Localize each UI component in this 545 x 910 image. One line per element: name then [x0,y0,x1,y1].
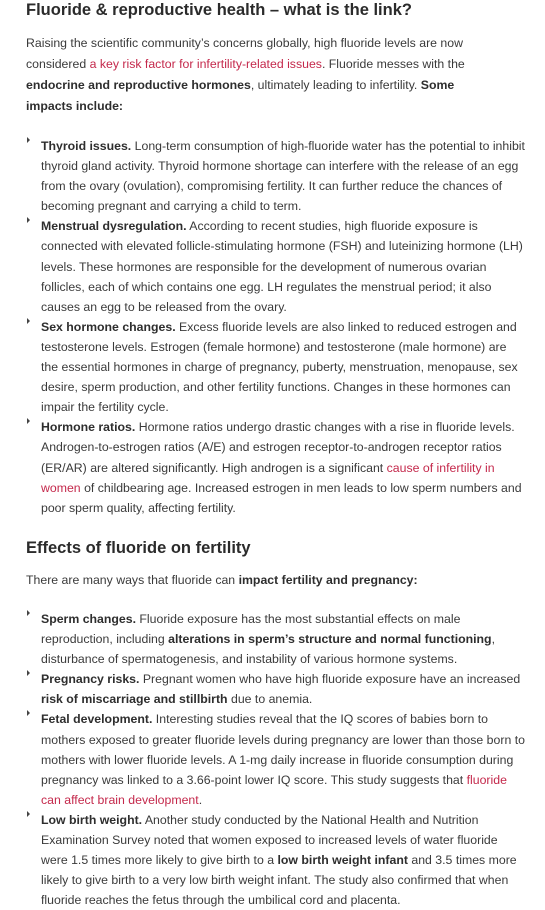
intro-paragraph [26,570,516,591]
link-cause-of-infertility-in-women[interactable]: cause of infertility in women [41,460,495,495]
bold-text: low birth weight infant [277,853,408,868]
bullet-icon [27,670,30,676]
item-title: Sperm changes. [41,612,136,626]
bullet-icon [27,811,30,817]
section-heading-fluoride-reproductive-health: Fluoride & reproductive health – what is the link? [26,1,412,19]
bold-text: alterations in sperm’s structure and normal functioning [168,632,492,647]
item-text: due to anemia. [227,692,313,707]
item-title: Menstrual dysregulation. [41,219,187,234]
list-item-hormone-ratios [26,417,526,517]
list-item-sex-hormone-changes [26,317,526,417]
intro-paragraph [26,33,496,117]
bullet-icon [27,610,30,616]
item-text: of childbearing age. Increased estrogen in men leads to low sperm numbers and poor sperm quality, affecting fertility. [41,480,522,515]
bullet-icon [27,318,30,324]
link-infertility-risk-factor[interactable]: a key risk factor for infertility-related issues [89,57,322,71]
link-brain-development[interactable]: fluoride can affect brain development [41,772,507,807]
list-item-sperm-changes [26,609,526,669]
list-item-pregnancy-risks [26,669,526,709]
bullet-icon [27,137,30,143]
bold-text: endocrine and reproductive hormones [26,78,251,92]
list-item-thyroid-issues [26,136,526,216]
section-heading-effects-on-fertility: Effects of fluoride on fertility [26,539,251,557]
bullet-icon [27,217,30,223]
intro-text: Raising the scientific community’s concerns globally, high fluoride levels are now considered [26,36,463,71]
item-text: According to recent studies, high fluoride exposure is connected with elevated follicle-stimulating hormone (FSH) and luteinizing hormone (LH) levels. These hormones are responsible for the development of numerous ovarian follicles, each of which contains one egg. LH regulates the menstrual period; it also causes an egg to be released from the ovary. [41,219,523,314]
list-item-low-birth-weight [26,810,526,910]
item-title: Low birth weight. [41,812,143,827]
bullet-icon [27,710,30,716]
item-title: Fetal development. [41,712,153,727]
item-title: Thyroid issues. [41,139,132,153]
item-text: Another study conducted by the National Health and Nutrition Examination Survey noted that women exposed to increased levels of water fluoride were 1.5 times more likely to give birth to a [41,812,498,868]
item-text: Interesting studies reveal that the IQ scores of babies born to mothers exposed to greater fluoride levels during pregnancy are lower than those born to mothers with lower fluoride levels. A 1-mg daily increase in fluoride consumption during pregnancy was linked to a 3.66-point lower IQ score. This study suggests that [41,712,525,787]
item-text: Fluoride exposure has the most substantial effects on male reproduction, including [41,612,461,647]
effects-list [26,609,526,910]
item-text: Pregnant women who have high fluoride exposure have an increased [139,672,521,687]
intro-text: . Fluoride messes with the [321,57,465,71]
item-title: Hormone ratios. [41,420,136,435]
bullet-icon [27,418,30,424]
bold-text: impact fertility and pregnancy: [238,573,418,587]
bold-text: risk of miscarriage and stillbirth [41,692,228,707]
list-item-menstrual-dysregulation [26,216,526,316]
intro-text: , ultimately leading to infertility. [250,78,421,92]
item-text: Hormone ratios undergo drastic changes with a rise in fluoride levels. Androgen-to-estrogen ratios (A/E) and estrogen receptor-to-androgen receptor ratios (ER/AR) are altered significantly. High androgen is a significant [41,420,515,475]
item-text: and 3.5 times more likely to give birth to a very low birth weight infant. The study also confirmed that when fluoride reaches the fetus through the umbilical cord and placenta. [41,853,517,908]
impacts-list [26,136,526,518]
item-title: Pregnancy risks. [41,672,140,687]
item-text: Long-term consumption of high-fluoride water has the potential to inhibit thyroid gland activity. Thyroid hormone shortage can interfere with the release of an egg from the ovary (ovulation), compromising fertility. It can further reduce the chances of becoming pregnant and carrying a child to term. [41,139,525,214]
bold-text: Some impacts include: [26,78,455,113]
item-text: , disturbance of spermatogenesis, and instability of various hormone systems. [41,632,495,667]
item-title: Sex hormone changes. [41,319,176,334]
list-item-fetal-development [26,709,526,809]
item-text: . [198,792,203,807]
item-text: Excess fluoride levels are also linked to reduced estrogen and testosterone levels. Estrogen (female hormone) and testosterone (male hormone) are the essential hormones in charge of pregnancy, puberty, menstruation, menopause, sex desire, sperm production, and other fertility functions. Changes in these hormones can impair the fertility cycle. [41,319,518,415]
intro-text: There are many ways that fluoride can [26,573,239,587]
